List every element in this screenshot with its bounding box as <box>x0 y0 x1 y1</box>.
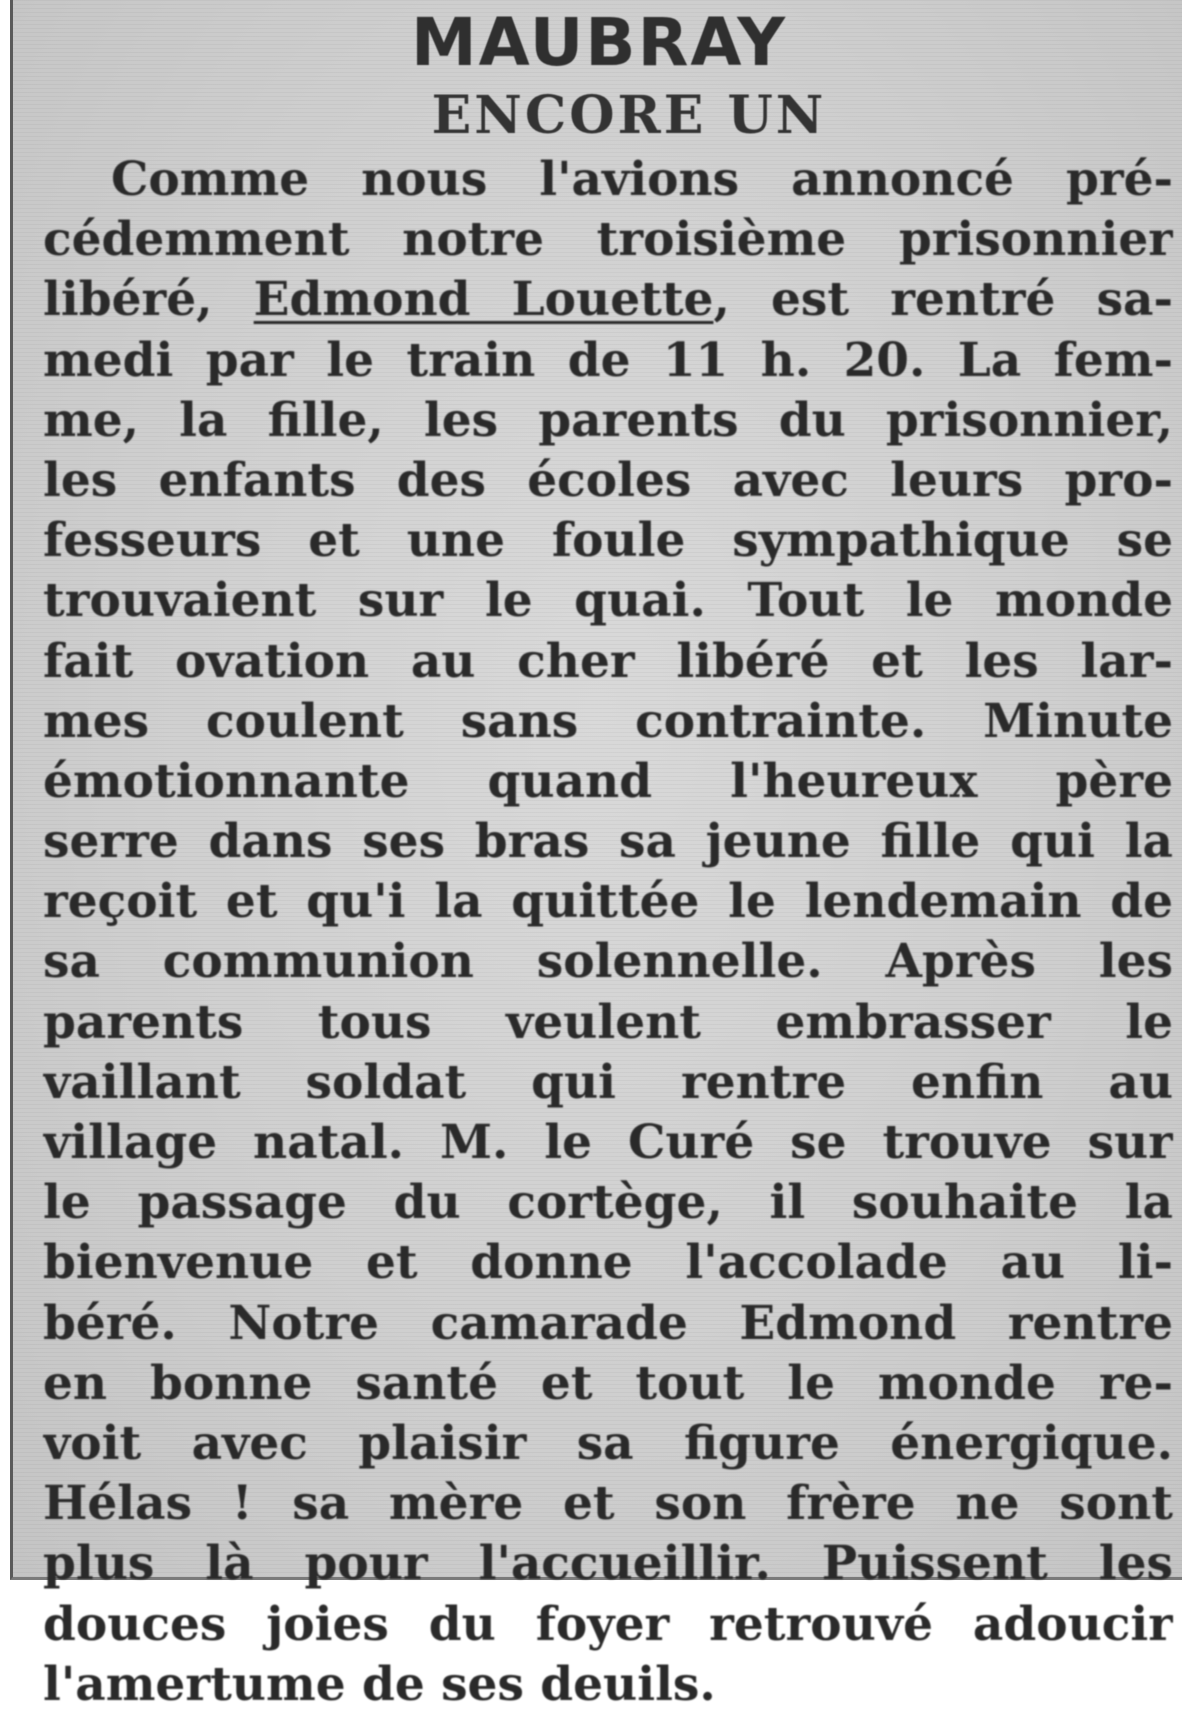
article-line: voit avec plaisir sa figure énergique. <box>43 1415 1173 1471</box>
article-line: sa communion solennelle. Après les <box>43 934 1173 990</box>
article-line: fesseurs et une foule sympathique se <box>43 513 1173 569</box>
article-line: en bonne santé et tout le monde re- <box>43 1355 1173 1411</box>
article-line: mes coulent sans contrainte. Minute <box>43 693 1173 749</box>
headline: MAUBRAY <box>410 4 787 81</box>
article-line: émotionnante quand l'heureux père <box>43 753 1173 809</box>
article-line: le passage du cortège, il souhaite la <box>43 1175 1173 1231</box>
article-line: reçoit et qu'i la quittée le lendemain de <box>43 874 1173 930</box>
article-line: fait ovation au cher libéré et les lar- <box>43 633 1173 689</box>
article-line: les enfants des écoles avec leurs pro- <box>43 452 1173 508</box>
article-line: me, la fille, les parents du prisonnier, <box>43 392 1173 448</box>
article-line: parents tous veulent embrasser le <box>43 994 1173 1050</box>
article-line: medi par le train de 11 h. 20. La fem- <box>43 332 1173 388</box>
underlined-name: Edmond Louette <box>253 272 714 328</box>
article-line: serre dans ses bras sa jeune fille qui la <box>43 814 1173 870</box>
subheadline: ENCORE UN <box>431 85 827 146</box>
article-line: plus là pour l'accueillir. Puissent les <box>43 1536 1173 1592</box>
article-line: Hélas ! sa mère et son frère ne sont <box>43 1476 1173 1532</box>
article-line: village natal. M. le Curé se trouve sur <box>43 1115 1173 1170</box>
article-body <box>43 150 1173 1715</box>
article-line: trouvaient sur le quai. Tout le monde <box>43 573 1173 629</box>
newspaper-clipping <box>10 0 1182 1712</box>
article-line: bienvenue et donne l'accolade au li- <box>43 1235 1173 1291</box>
article-line: libéré, Edmond Louette, est rentré sa- <box>43 272 1173 328</box>
article-line: l'amertume de ses deuils. <box>43 1656 716 1712</box>
article-line: cédemment notre troisième prisonnier <box>43 212 1173 268</box>
article-line: douces joies du foyer retrouvé adoucir <box>43 1596 1173 1652</box>
article-line: Comme nous l'avions annoncé pré- <box>111 152 1173 207</box>
article-line: béré. Notre camarade Edmond rentre <box>43 1295 1173 1351</box>
article-line: vaillant soldat qui rentre enfin au <box>43 1054 1173 1110</box>
